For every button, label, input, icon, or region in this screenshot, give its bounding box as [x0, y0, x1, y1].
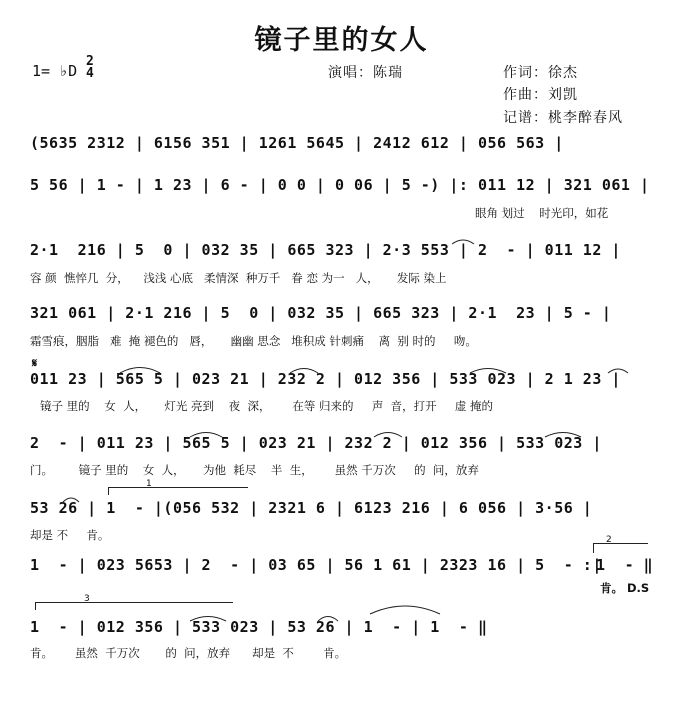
score-line-6: 2 - | 011 23 | 565 5 | 023 21 | 232 2 | 012 356 | 533 023 | [30, 434, 602, 452]
score-line-5: 011 23 | 565 5 | 023 21 | 232 2 | 012 356 | 533 023 | 2 1 23 | [30, 370, 621, 388]
time-signature: 2 4 [86, 54, 95, 81]
composer-credit: 作曲：刘凯 [503, 87, 578, 103]
score-line-2: 5 56 | 1 - | 1 23 | 6 - | 0 0 | 0 06 | 5 -) |: 011 12 | 321 061 | [30, 176, 650, 194]
transcriber-credit: 记谱：桃李醉春风 [503, 110, 623, 126]
lyric-line-2: 眼角 划过 时光印，如花 [475, 206, 609, 220]
lyric-line-5: 镜子 里的 女 人， 灯光 亮到 夜 深， 在等 归来的 声 音，打开 虚 掩的 [40, 399, 494, 413]
score-line-3: 2·1 216 | 5 0 | 032 35 | 665 323 | 2·3 553 | 2 - | 011 12 | [30, 241, 621, 259]
volta-number-1: 1 [146, 479, 152, 489]
singer-credit: 演唱：陈瑞 [328, 65, 403, 81]
song-title: 镜子里的女人 [254, 25, 429, 56]
lyricist-credit: 作词：徐杰 [503, 65, 578, 81]
score-line-8-ending: 1 - ‖ [596, 556, 654, 574]
volta-number-2: 2 [606, 535, 612, 545]
score-line-8: 1 - | 023 5653 | 2 - | 03 65 | 56 1 61 | 2323 16 | 5 - :| [30, 556, 602, 574]
score-line-9: 1 - | 012 356 | 533 023 | 53 26 | 1 - | 1 - ‖ [30, 618, 488, 636]
lyric-line-3: 容 颜 憔悴几 分， 浅浅 心底 柔情深 种万千 眷 恋 为一 人， 发际 染上 [30, 271, 447, 285]
lyric-line-6: 门。 镜子 里的 女 人， 为他 耗尽 半 生， 虽然 千万次 的 问，放弃 [30, 463, 479, 477]
lyric-line-7: 却是 不 肯。 [30, 528, 110, 542]
volta-number-3: 3 [84, 594, 90, 604]
score-line-4: 321 061 | 2·1 216 | 5 0 | 032 35 | 665 323 | 2·1 23 | 5 - | [30, 304, 612, 322]
lyric-line-9: 肯。 虽然 千万次 的 问，放弃 却是 不 肯。 [30, 646, 347, 660]
lyric-line-8: 肯。 D.S [600, 581, 650, 595]
lyric-line-4: 霜雪痕，胭脂 难 掩 褪色的 唇， 幽幽 思念 堆积成 针刺痛 离 别 时的 吻。 [30, 334, 477, 348]
segno-sign: 𝄋 [32, 356, 38, 370]
score-line-7: 53 26 | 1 - |(056 532 | 2321 6 | 6123 216 | 6 056 | 3·56 | [30, 499, 593, 517]
score-line-1: (5635 2312 | 6156 351 | 1261 5645 | 2412 612 | 056 563 | [30, 134, 564, 152]
key-signature: 1= ♭D [32, 62, 78, 80]
